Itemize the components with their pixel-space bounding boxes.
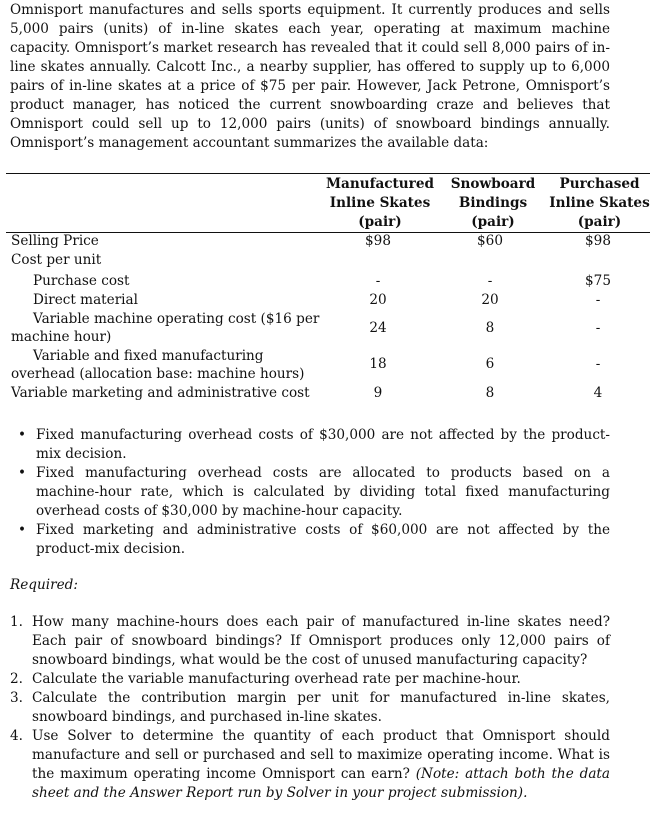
row-label-variable-marketing: Variable marketing and administrative cost [11, 385, 310, 401]
cell-overhead-purchased: - [595, 356, 601, 372]
required-heading: Required: [10, 577, 78, 593]
cell-direct-material-manufactured: 20 [369, 292, 387, 308]
bullet-icon: • [18, 465, 27, 481]
question-text: Calculate the variable manufacturing overhead rate per machine-hour. [32, 671, 521, 687]
cell-direct-material-purchased: - [595, 292, 601, 308]
row-label-purchase-cost: Purchase cost [33, 273, 130, 289]
column-header-line2: Bindings [458, 195, 528, 211]
row-label-variable-machine-cost-line2: machine hour) [11, 329, 112, 345]
column-header-line3: (pair) [471, 213, 515, 233]
row-label-variable-machine-cost: Variable machine operating cost ($16 per [33, 311, 320, 327]
cell-marketing-manufactured: 9 [373, 385, 383, 401]
row-label-manufacturing-overhead-line2: overhead (allocation base: machine hours) [11, 366, 305, 382]
cell-marketing-purchased: 4 [593, 385, 603, 401]
cell-overhead-bindings: 6 [485, 356, 495, 372]
header-bottom-rule [6, 232, 650, 233]
list-item [18, 521, 610, 559]
cell-selling-price-manufactured: $98 [365, 233, 391, 249]
cell-selling-price-purchased: $98 [585, 233, 611, 249]
list-item [18, 464, 610, 521]
cell-purchase-cost-purchased: $75 [585, 273, 611, 289]
question-number: 2. [10, 671, 23, 687]
column-header-line1: Snowboard [450, 176, 536, 192]
cell-selling-price-bindings: $60 [477, 233, 503, 249]
question-number: 1. [10, 614, 23, 630]
table-top-rule [6, 173, 650, 174]
column-header-line2: Inline Skates [549, 195, 650, 211]
column-header-line1: Manufactured [325, 176, 435, 192]
question-number: 4. [10, 728, 23, 744]
questions-list [10, 613, 610, 803]
list-item [10, 670, 610, 689]
cell-variable-machine-purchased: - [595, 320, 601, 336]
list-item [10, 727, 610, 803]
bullet-text: Fixed marketing and administrative costs of $60,000 are not affected by the product-mix decision. [36, 522, 610, 557]
cell-variable-machine-manufactured: 24 [369, 320, 387, 336]
bullet-text: Fixed manufacturing overhead costs are allocated to products based on a machine-hour rate, which is calculated by dividing total fixed manufacturing overhead costs of $30,000 by machine-hour capacity. [36, 465, 610, 519]
column-header-snowboard-bindings [438, 175, 548, 233]
column-header-line1: Purchased [559, 176, 640, 192]
question-note: (Note: attach both the data sheet and the Answer Report run by Solver in your project submission). [32, 766, 610, 801]
column-header-line3: (pair) [358, 213, 402, 233]
question-number: 3. [10, 690, 23, 706]
cell-purchase-cost-bindings: - [487, 273, 493, 289]
question-text: Use Solver to determine the quantity of each product that Omnisport should manufacture and sell or purchased and sell to maximize operating income. What is the maximum operating income Omnisport can earn? [32, 728, 610, 782]
bullet-icon: • [18, 522, 27, 538]
column-header-line3: (pair) [578, 213, 622, 233]
row-label-manufacturing-overhead: Variable and fixed manufacturing [33, 348, 264, 364]
problem-intro: Omnisport manufactures and sells sports equipment. It currently produces and sells 5,000 pairs (units) of in-line skates each year, operating at maximum machine capacity. Omnisport’s market research has revealed that it could sell 8,000 pairs of in-line skates annually. Calcott Inc., a nearby supplier, has offered to supply up to 6,000 pairs of in-line skates at a price of $75 per pair. However, Jack Petrone, Omnisport’s product manager, has noticed the current snowboarding craze and believes that Omnisport could sell up to 12,000 pairs (units) of snowboard bindings annually. Omnisport’s management accountant summarizes the available data: [10, 2, 610, 151]
list-item [10, 613, 610, 670]
cell-purchase-cost-manufactured: - [375, 273, 381, 289]
cell-variable-machine-bindings: 8 [485, 320, 495, 336]
cell-marketing-bindings: 8 [485, 385, 495, 401]
row-label-cost-per-unit: Cost per unit [11, 252, 102, 268]
list-item [10, 689, 610, 727]
question-text: How many machine-hours does each pair of manufactured in-line skates need? Each pair of snowboard bindings? If Omnisport produces only 12,000 pairs of snowboard bindings, what would be the cost of unused manufacturing capacity? [32, 614, 610, 668]
bullet-icon: • [18, 427, 27, 443]
list-item [18, 426, 610, 464]
bullet-text: Fixed manufacturing overhead costs of $30,000 are not affected by the product-mix decision. [36, 427, 610, 462]
assumptions-list [18, 426, 610, 559]
cell-direct-material-bindings: 20 [481, 292, 499, 308]
cell-overhead-manufactured: 18 [369, 356, 387, 372]
question-text: Calculate the contribution margin per unit for manufactured in-line skates, snowboard bindings, and purchased in-line skates. [32, 690, 610, 725]
column-header-purchased-skates [549, 175, 650, 233]
row-label-direct-material: Direct material [33, 292, 138, 308]
column-header-line2: Inline Skates [329, 195, 431, 211]
cost-data-table [0, 175, 650, 405]
column-header-manufactured-skates [325, 175, 435, 233]
row-label-selling-price: Selling Price [11, 233, 99, 249]
